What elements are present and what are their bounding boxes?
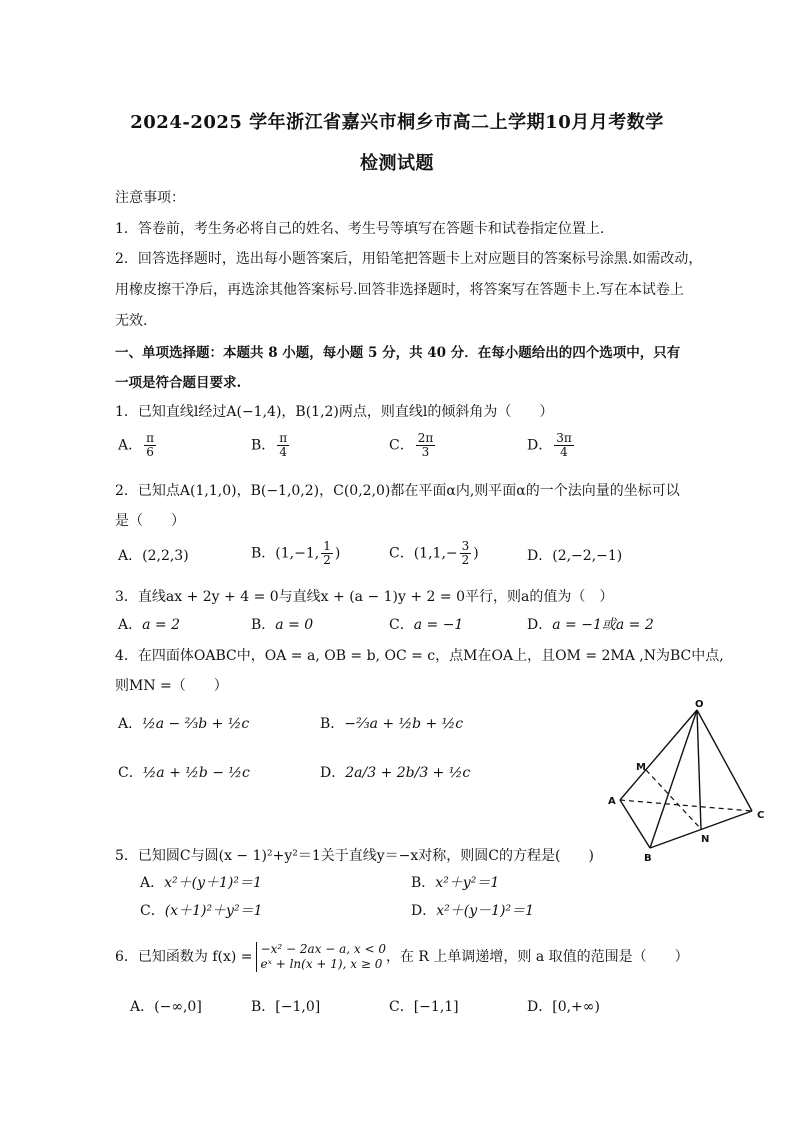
vertex-label-c: C — [757, 810, 765, 821]
question-4-stem-cont: 则MN =（ ） — [115, 678, 228, 694]
q6-option-d: D．[0,+∞) — [527, 999, 600, 1015]
notice-item-1: 1．答卷前，考生务必将自己的姓名、考生号等填写在答题卡和试卷指定位置上. — [115, 221, 605, 237]
q6-option-a: A．(−∞,0] — [130, 999, 202, 1015]
q5-option-d: D．x²＋(y－1)²＝1 — [411, 903, 535, 919]
q6-option-b: B．[−1,0] — [251, 999, 321, 1015]
q2-option-a: A．(2,2,3) — [118, 548, 189, 564]
q1-option-a: A． $\frac{\pi}{6}$ — [118, 431, 155, 460]
exam-title-line2: 检测试题 — [360, 153, 434, 174]
q1-option-c: C． $\frac{2\pi}{3}$ — [389, 431, 434, 460]
q5-option-a: A．x²＋(y＋1)²＝1 — [140, 875, 262, 891]
edge-oc — [697, 710, 752, 811]
q5-option-c: C．(x＋1)²＋y²＝1 — [140, 903, 263, 919]
question-4-stem: 4．在四面体OABC中，OA = a, OB = b, OC = c，点M在OA上，且OM = 2MA ,N为BC中点, — [115, 648, 724, 664]
q3-option-d: D．a = −1或a = 2 — [527, 617, 654, 633]
vertex-label-o: O — [695, 699, 704, 710]
q1-option-d: D． $\frac{3\pi}{4}$ — [527, 431, 572, 460]
notice-heading: 注意事项： — [115, 190, 185, 206]
q4-option-b: B．−⅔a + ½b + ½c — [320, 716, 464, 732]
vertex-label-b: B — [644, 853, 652, 864]
q2-option-c: C．(1,1,− $\frac{3}{2}$ ) — [389, 539, 479, 568]
q1-option-b: B． $\frac{\pi}{4}$ — [251, 431, 288, 460]
question-3-stem: 3．直线ax + 2y + 4 = 0与直线x + (a − 1)y + 2 = 0平行，则a的值为（ ） — [115, 589, 614, 605]
question-6-stem: 6．已知函数为 f(x) = −x² − 2ax − a, x < 0 eˣ + ln(x + 1), x ≥ 0 ，在 R 上单调递增，则 a 取值的范围是（ ） — [115, 942, 689, 971]
piecewise-function: −x² − 2ax − a, x < 0 eˣ + ln(x + 1), x ≥ 0 — [256, 942, 386, 972]
q5-option-b: B．x²＋y²＝1 — [411, 875, 500, 891]
question-1-stem: 1．已知直线l经过A(−1,4)，B(1,2)两点，则直线l的倾斜角为（ ） — [115, 404, 554, 420]
segment-on — [697, 710, 701, 829]
exam-title-line1: 2024-2025 学年浙江省嘉兴市桐乡市高二上学期10月月考数学 — [130, 112, 664, 133]
edge-ac-hidden — [620, 800, 752, 811]
notice-item-2-cont: 用橡皮擦干净后，再选涂其他答案标号.回答非选择题时，将答案写在答题卡上.写在本试卷上 — [115, 282, 684, 298]
question-2-stem: 2．已知点A(1,1,0)，B(−1,0,2)，C(0,2,0)都在平面α内,则平面α的一个法向量的坐标可以 — [115, 483, 680, 499]
vertex-label-a: A — [608, 796, 616, 807]
q4-option-d: D．2a/3 + 2b/3 + ½c — [320, 765, 471, 781]
notice-item-2: 2．回答选择题时，选出每小题答案后，用铅笔把答题卡上对应题目的答案标号涂黑.如需改动， — [115, 251, 703, 267]
q3-option-b: B．a = 0 — [251, 617, 314, 633]
q6-option-c: C．[−1,1] — [389, 999, 459, 1015]
q2-option-d: D．(2,−2,−1) — [527, 548, 623, 564]
section-heading-cont: 一项是符合题目要求. — [115, 375, 242, 391]
q4-option-c: C．½a + ½b − ½c — [118, 765, 250, 781]
edge-ob — [650, 710, 697, 848]
question-2-stem-cont: 是（ ） — [115, 513, 185, 529]
q3-option-c: C．a = −1 — [389, 617, 464, 633]
edge-oa — [620, 710, 697, 800]
q4-option-a: A．½a − ⅔b + ½c — [118, 716, 250, 732]
question-5-stem: 5．已知圆C与圆(x − 1)²+y²＝1关于直线y＝−x对称，则圆C的方程是( ) — [115, 848, 594, 864]
q3-option-a: A．a = 2 — [118, 617, 181, 633]
tetrahedron-figure — [600, 698, 780, 868]
section-heading: 一、单项选择题：本题共 8 小题，每小题 5 分，共 40 分．在每小题给出的四个选项中，只有 — [115, 345, 681, 361]
vertex-label-m: M — [636, 762, 646, 773]
vertex-label-n: N — [701, 834, 710, 845]
edge-ab — [620, 800, 650, 848]
notice-item-2-end: 无效. — [115, 313, 148, 329]
q2-option-b: B．(1,−1, $\frac{1}{2}$ ) — [251, 539, 341, 568]
